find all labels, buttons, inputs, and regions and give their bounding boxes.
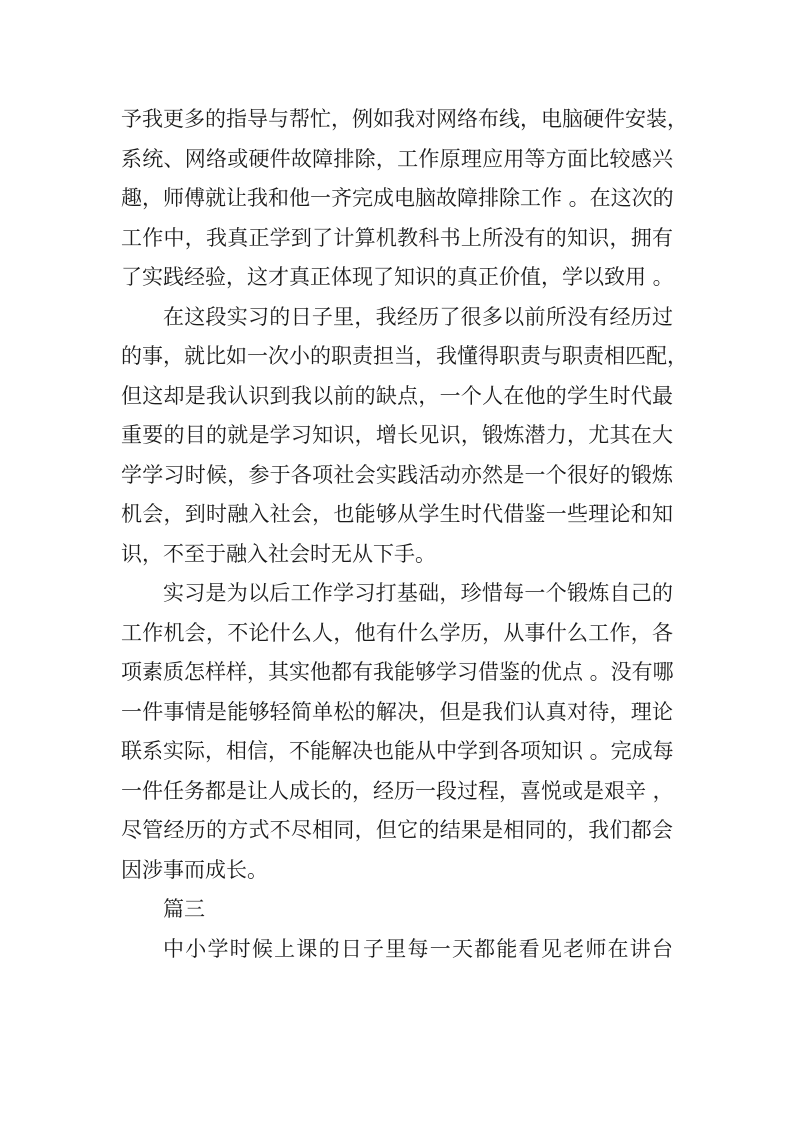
text-line: 识，不至于融入社会时无从下手。 bbox=[121, 541, 436, 566]
paragraph-1 bbox=[121, 100, 688, 298]
text-line: 予我更多的指导与帮忙，例如我对网络布线，电脑硬件安装， bbox=[121, 107, 688, 131]
text-line: 中小学时候上课的日子里每一天都能看见老师在讲台 bbox=[163, 936, 673, 961]
text-line: 的事，就比如一次小的职责担当，我懂得职责与职责相匹配， bbox=[121, 344, 688, 368]
text-line: 但这却是我认识到我以前的缺点，一个人在他的学生时代最 bbox=[121, 383, 673, 408]
text-line: 学学习时候，参于各项社会实践活动亦然是一个很好的锻炼 bbox=[121, 462, 673, 487]
text-line: 系统、网络或硬件故障排除，工作原理应用等方面比较感兴 bbox=[121, 146, 673, 171]
text-line: 重要的目的就是学习知识，增长见识，锻炼潜力，尤其在大 bbox=[121, 423, 673, 447]
text-line: 尽管经历的方式不尽相同，但它的结果是相同的，我们都会 bbox=[121, 818, 673, 842]
paragraph-3 bbox=[121, 574, 673, 890]
text-line: 一件事情是能够轻简单松的解决，但是我们认真对待，理论 bbox=[121, 699, 673, 724]
text-line: 一件任务都是让人成长的，经历一段过程，喜悦或是艰辛 ， bbox=[121, 778, 674, 803]
text-line: 机会，到时融入社会，也能够从学生时代借鉴一些理论和知 bbox=[121, 502, 673, 526]
section-heading bbox=[121, 890, 673, 930]
paragraph-2 bbox=[121, 298, 688, 575]
text-line: 了实践经验，这才真正体现了知识的真正价值，学以致用 。 bbox=[121, 265, 674, 289]
paragraph-4 bbox=[121, 930, 673, 970]
text-line: 趣，师傅就让我和他一齐完成电脑故障排除工作 。在这次的 bbox=[121, 186, 674, 210]
text-line: 实习是为以后工作学习打基础，珍惜每一个锻炼自己的 bbox=[163, 581, 673, 605]
body-text bbox=[121, 100, 688, 969]
text-line: 工作中，我真正学到了计算机教科书上所没有的知识，拥有 bbox=[121, 225, 673, 250]
text-line: 在这段实习的日子里，我经历了很多以前所没有经历过 bbox=[163, 304, 673, 329]
text-line: 项素质怎样样，其实他都有我能够学习借鉴的优点 。没有哪 bbox=[121, 660, 674, 684]
section-title: 篇三 bbox=[163, 897, 205, 921]
text-line: 因涉事而成长。 bbox=[121, 857, 268, 882]
text-line: 工作机会，不论什么人，他有什么学历，从事什么工作，各 bbox=[121, 620, 673, 645]
text-line: 联系实际，相信，不能解决也能从中学到各项知识 。完成每 bbox=[121, 739, 674, 763]
